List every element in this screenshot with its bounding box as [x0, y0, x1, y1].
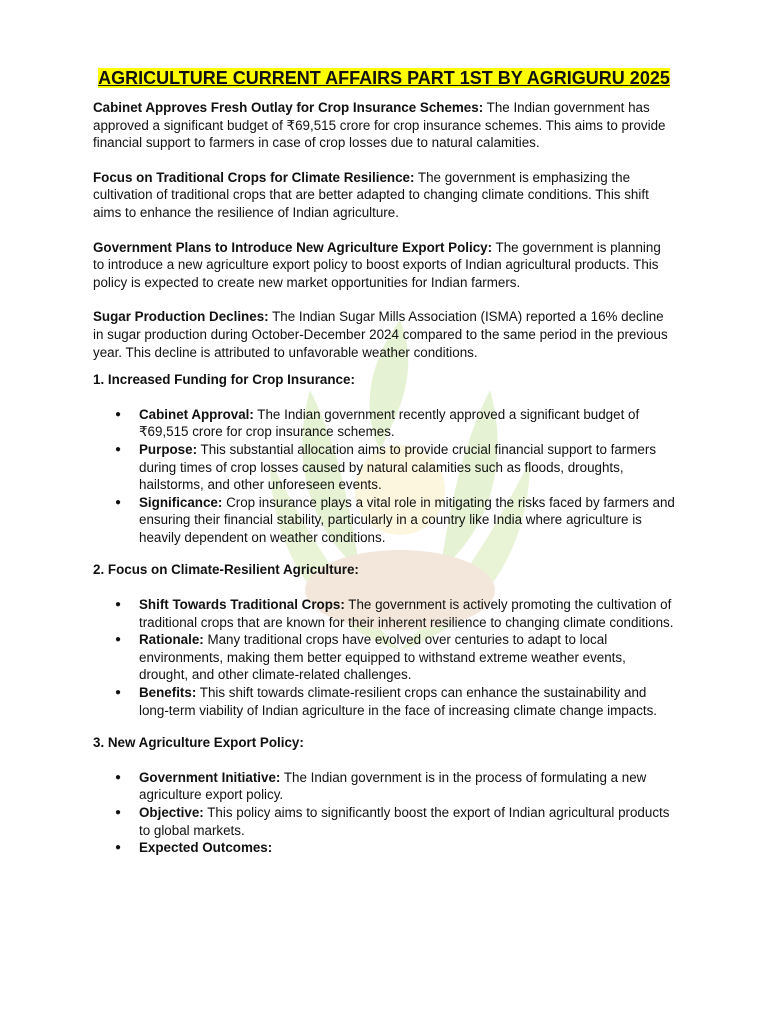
list-item [139, 631, 675, 684]
list-item [139, 684, 675, 719]
item-head: Shift Towards Traditional Crops: [139, 597, 345, 613]
item-head: Expected Outcomes: [139, 840, 273, 856]
item-body: The government is actively promoting the cultivation of traditional crops that are known for their inherent resilience to changing climate conditions. [139, 597, 674, 630]
intro-body: The government is emphasizing the cultivation of traditional crops that are better adapted to changing climate conditions. This shift aims to enhance the resilience of Indian agriculture. [93, 169, 649, 220]
item-head: Purpose: [139, 441, 198, 457]
section-heading: 2. Focus on Climate-Resilient Agriculture: [93, 562, 359, 578]
item-head: Government Initiative: [139, 769, 281, 785]
list-item [139, 494, 675, 547]
item-body: Many traditional crops have evolved over centuries to adapt to local environments, making them better equipped to withstand extreme weather events, drought, and other climate-related challenges. [139, 632, 626, 683]
item-body: This substantial allocation aims to provide crucial financial support to farmers during times of crop losses caused by natural calamities such as floods, droughts, hailstorms, and other unforeseen events. [139, 441, 657, 493]
item-body: This shift towards climate-resilient crops can enhance the sustainability and long-term viability of Indian agriculture in the face of increasing climate change impacts. [139, 685, 658, 718]
item-head: Objective: [139, 805, 204, 820]
intro-body: The Indian government has approved a significant budget of ₹69,515 crore for crop insurance schemes. This aims to provide financial support to farmers in case of crop losses due to natural calamities. [93, 100, 666, 151]
intro-body: The government is planning to introduce a new agriculture export policy to boost exports of Indian agricultural products. This policy is expected to create new market opportunities for Indian farmers. [93, 239, 661, 290]
intro-head: Sugar Production Declines: [93, 309, 269, 325]
intro-body: The Indian Sugar Mills Association (ISMA) reported a 16% decline in sugar production during October-December 2024 compared to the same period in the previous year. This decline is attributed to unfavorable weather conditions. [93, 309, 668, 360]
list-item [139, 769, 675, 804]
document-title [93, 66, 675, 90]
bullet-list [93, 406, 675, 547]
intro-paragraph [93, 99, 675, 152]
intro-head: Focus on Traditional Crops for Climate Resilience: [93, 169, 415, 185]
intro-head: Government Plans to Introduce New Agriculture Export Policy: [93, 239, 493, 255]
list-item [139, 839, 675, 857]
section-heading: 3. New Agriculture Export Policy: [93, 735, 304, 751]
intro-head: Cabinet Approves Fresh Outlay for Crop Insurance Schemes: [93, 100, 484, 115]
intro-paragraph [93, 308, 675, 361]
item-head: Cabinet Approval: [139, 406, 254, 422]
item-head: Benefits: [139, 685, 197, 701]
item-body: This policy aims to significantly boost the export of Indian agricultural products to global markets. [139, 805, 670, 838]
item-head: Rationale: [139, 632, 204, 648]
list-item [139, 804, 675, 839]
intro-paragraph [93, 169, 675, 222]
item-head: Significance: [139, 494, 223, 510]
bullet-list [93, 596, 675, 719]
intro-summary [93, 99, 675, 361]
item-body: The Indian government is in the process of formulating a new agriculture export policy. [139, 769, 647, 803]
list-item [139, 441, 675, 494]
section-heading: 1. Increased Funding for Crop Insurance: [93, 372, 355, 388]
item-body: The Indian government recently approved a significant budget of ₹69,515 crore for crop insurance schemes. [139, 406, 640, 440]
list-item [139, 406, 675, 441]
item-body: Crop insurance plays a vital role in mitigating the risks faced by farmers and ensuring their financial stability, particularly in a country like India where agriculture is heavily dependent on weather conditions. [139, 494, 675, 545]
list-item [139, 596, 675, 631]
bullet-list [93, 769, 675, 857]
title-text: AGRICULTURE CURRENT AFFAIRS PART 1ST BY AGRIGURU 2025 [98, 68, 670, 88]
intro-paragraph [93, 239, 675, 292]
